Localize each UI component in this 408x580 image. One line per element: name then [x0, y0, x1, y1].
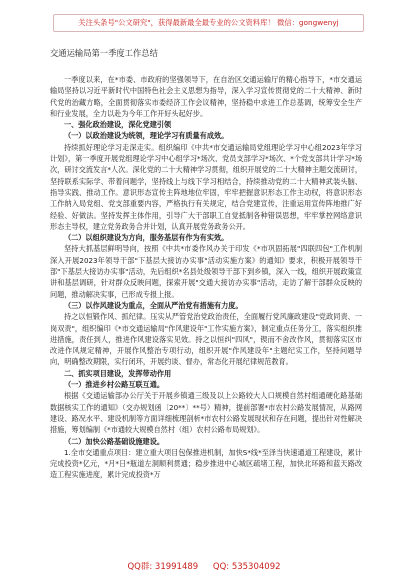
section-heading-2: 二、抓实项目建设，发挥带动作用 [64, 368, 172, 378]
subsection-heading-1-3: （三）以作风建设为重点，全面从严治党有措施有力度。 [64, 300, 243, 310]
subsection-heading-1-2: （二）以组织建设为方向，服务基层有作为有实效。 [64, 233, 229, 243]
intro-paragraph: 一季度以来，在*市委、市政府的坚强领导下，在自治区交通运输厅的精心指导下，*市交通运输局坚持以习近平新时代中国特色社会主义思想为指导，深入学习宣传贯彻党的二十大精神、新时代党的治藏方略，全面贯彻落实市委经济工作会议精神，坚持稳中求进工作总基调，统筹安全生产和行业发展，全力以赴为今年工作开好头起好步。 [50, 75, 362, 118]
header-banner: 关注头条号"公文研究"，获得最新最全最专业的公文资料库！ 微信：gongwenyj [53, 14, 364, 32]
paragraph-2-2: 1.全市交通重点项目：建立重大项目包保推进机制，加快S*线*至泽当快速通道工程建设，累计完成投资*亿元，*月*日*瓶道左洞顺利贯通；稳步推进中心城区疏堵工程，加快北环路和蓝天路改造工程实施进度，累计完成投资*万 [50, 447, 362, 480]
document-body [50, 48, 362, 481]
document-title: 交通运输局第一季度工作总结 [50, 48, 158, 58]
paragraph-1-3: 持之以恒锻作风、抓纪律。压实从严管党治党政治责任，全面履行党风廉政建设"党政同责、一岗双责"，组织编印《*市交通运输局"作风建设年"工作实施方案》，制定重点任务分工，落实组织推进措施，责任到人，推进作风建设落实见效。持之以恒纠"四风"，锲而不舍改作风，贯彻落实区市改进作风规定精神，开展作风整治专项行动，组织开展"作风建设年"主题纪实工作，坚持问题导向，明确整改期限，实行闭环，开展约谈、督办，常态化开展纪律规范教育。 [50, 312, 362, 367]
paragraph-1-1: 持续抓好理论学习走深走实。组织编印《中共*市交通运输局党组理论学习中心组2023年学习计划》，第一季度开展党组理论学习中心组学习*场次、党员支部学习*场次、*个党支部共计学习*场次，研讨交流发言*人次。深化党的二十大精神学习贯彻，组织开展党的二十大精神主题交流研讨，坚持联系实际学、带着问题学，坚持线上与线下学习相结合，持续推动党的二十大精神武装头脑、指导实践、推动工作。意识形态宣传主阵地地位牢固，牢牢把握意识形态工作主动权，将意识形态工作纳入局党组、党支部重要内容，严格执行有关规定，结合党建宣传，注重运用宣传阵地推广好经验、好做法。坚持发挥主体作用，引导广大干部职工自觉抵制各种错误思想，牢牢掌控网络意识形态主导权，建立党务政务合并计划，认真开展党务政务公开。 [50, 142, 362, 231]
section-heading-1: 一、强化政治建设，深化党建引领 [64, 120, 172, 130]
footer-contact [0, 560, 408, 572]
footer-qq: QQ: 535304092 [212, 562, 281, 572]
subsection-heading-2-1: （一）推进乡村公路互联互通。 [64, 380, 164, 390]
footer-qq-group: QQ群: 31991489 [127, 562, 199, 572]
subsection-heading-2-2: （二）加快公路基础设施建设。 [64, 436, 164, 446]
subsection-heading-1-1: （一）以政治建设为统领，理论学习有质量有成效。 [64, 131, 229, 141]
paragraph-2-1: 根据《交通运输部办公厅关于开展乡镇通三级及以上公路较大人口规模自然村组通硬化路基础数据核实工作的通知》（交办规划函〔20**〕**号）精神，提前部署*市农村公路发展情况，从路网建设、路况水平、建设机制等方面详细梳理剖析*市农村公路发展现状和存在问题，提出针对性解决措施，筹划编制《*市通较大规模自然村（组）农村公路布局规划》。 [50, 391, 362, 435]
paragraph-1-2: 坚持大抓基层鲜明导向，按照《中共*市委作风办关于印发《*市巩固拓展"四联四包"工作机制深入开展2023年领导干部"下基层大接访办实事"活动实施方案》的通知》要求，积极开展领导干部"下基层大接访办实事"活动，先后组织*名县处级领导干部下到乡镇，深入一线，组织开展政策宣讲和基层调研，针对群众反映问题，探索开展"交通大接访办实事"活动，走访了解干部群众反映的问题，推动解决实事，已形成专报上报。 [50, 244, 362, 299]
